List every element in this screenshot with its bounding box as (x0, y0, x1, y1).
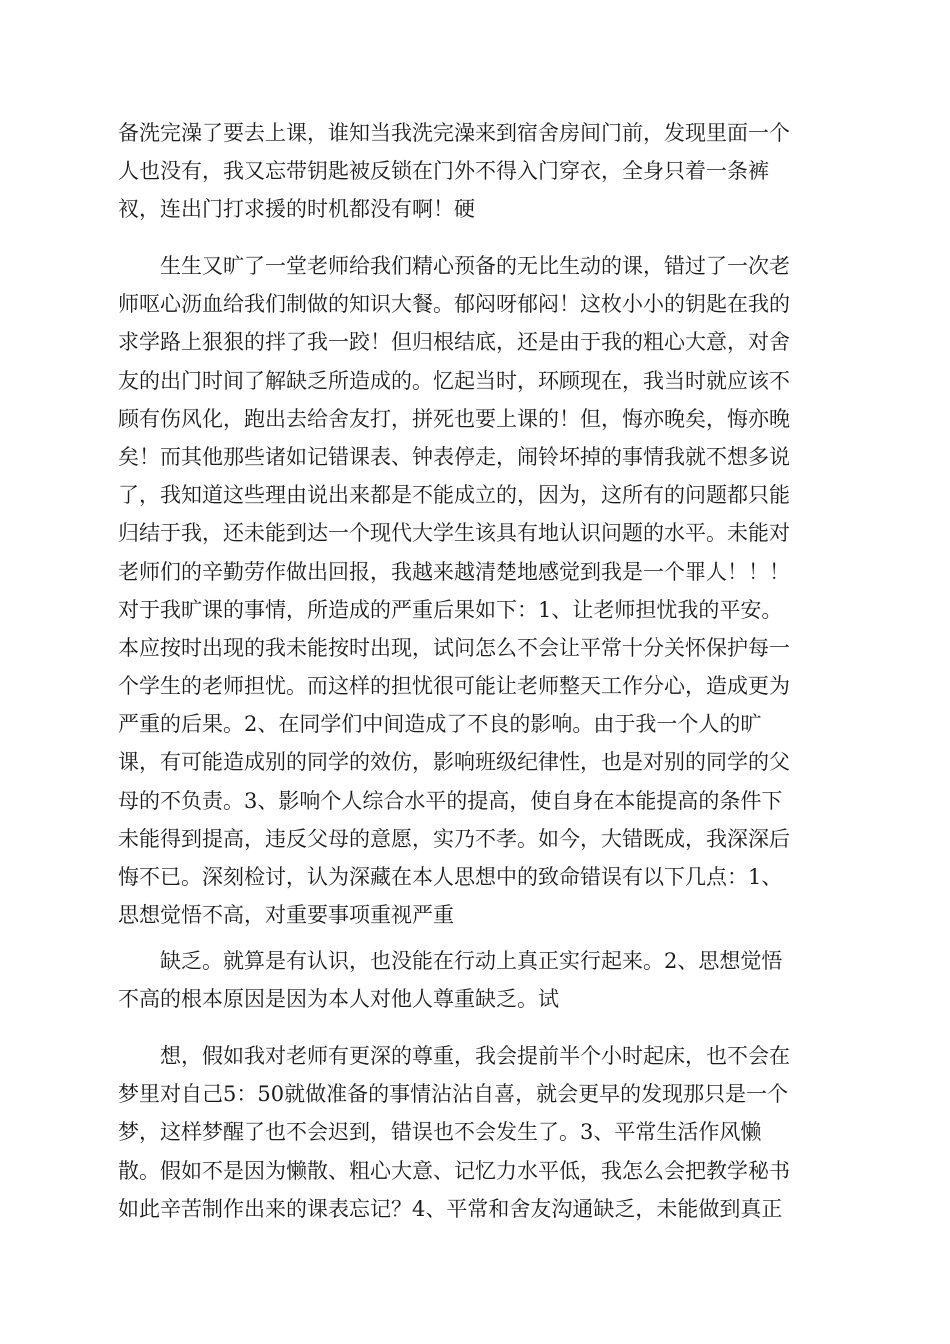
text-line: 思想觉悟不高，对重要事项重视严重 (118, 903, 454, 928)
paragraph-2 (118, 247, 838, 934)
text-line: 对于我旷课的事情，所造成的严重后果如下：1、让老师担忧我的平安。 (118, 597, 783, 622)
text-line: 生生又旷了一堂老师给我们精心预备的无比生动的课，错过了一次老 (160, 254, 790, 278)
text-line: 师呕心沥血给我们制做的知识大餐。郁闷呀郁闷！这枚小小的钥匙在我的 (118, 292, 790, 317)
text-line: 归结于我，还未能到达一个现代大学生该具有地认识问题的水平。未能对 (118, 521, 790, 546)
text-line: 顾有伤风化，跑出去给舍友打，拼死也要上课的！但，悔亦晚矣，悔亦晚 (118, 406, 790, 431)
text-line: 衩，连出门打求援的时机都没有啊！硬 (118, 197, 475, 222)
text-line: 未能得到提高，违反父母的意愿，实乃不孝。如今，大错既成，我深深后 (118, 826, 790, 851)
text-line: 想，假如我对老师有更深的尊重，我会提前半个小时起床，也不会在 (160, 1044, 790, 1068)
text-line: 矣！而其他那些诸如记错课表、钟表停走，闹铃坏掉的事情我就不想多说 (118, 444, 790, 469)
text-line: 友的出门时间了解缺乏所造成的。忆起当时，环顾现在，我当时就应该不 (118, 368, 790, 393)
text-line: 不高的根本原因是因为本人对他人尊重缺乏。试 (118, 987, 559, 1012)
text-line: 了，我知道这些理由说出来都是不能成立的，因为，这所有的问题都只能 (118, 483, 790, 508)
text-line: 本应按时出现的我未能按时出现，试问怎么不会让平常十分关怀保护每一 (118, 635, 790, 660)
paragraph-3 (118, 942, 838, 1018)
text-line: 散。假如不是因为懒散、粗心大意、记忆力水平低，我怎么会把教学秘书 (118, 1158, 790, 1183)
text-line: 求学路上狠狠的拌了我一跤！但归根结底，还是由于我的粗心大意，对舍 (118, 330, 790, 355)
text-line: 严重的后果。2、在同学们中间造成了不良的影响。由于我一个人的旷 (118, 712, 762, 737)
text-line: 人也没有，我又忘带钥匙被反锁在门外不得入门穿衣，全身只着一条裤 (118, 159, 769, 184)
text-line: 老师们的辛勤劳作做出回报，我越来越清楚地感觉到我是一个罪人！！！ (118, 559, 790, 584)
paragraph-1 (118, 114, 838, 229)
text-line: 课，有可能造成别的同学的效仿，影响班级纪律性，也是对别的同学的父 (118, 750, 790, 775)
text-line: 备洗完澡了要去上课，谁知当我洗完澡来到宿舍房间门前，发现里面一个 (118, 121, 790, 145)
paragraph-4 (118, 1037, 838, 1228)
text-line: 梦里对自己5：50就做准备的事情沾沾自喜，就会更早的发现那只是一个 (118, 1082, 789, 1107)
text-line: 悔不已。深刻检讨，认为深藏在本人思想中的致命错误有以下几点：1、 (118, 865, 783, 889)
text-line: 缺乏。就算是有认识，也没能在行动上真正实行起来。2、思想觉悟 (160, 949, 783, 973)
text-line: 梦，这样梦醒了也不会迟到，错误也不会发生了。3、平常生活作风懒 (118, 1120, 762, 1145)
text-line: 如此辛苦制作出来的课表忘记？4、平常和舍友沟通缺乏，未能做到真正 (118, 1196, 783, 1221)
text-line: 个学生的老师担忧。而这样的担忧很可能让老师整天工作分心，造成更为 (118, 674, 790, 699)
text-line: 母的不负责。3、影响个人综合水平的提高，使自身在本能提高的条件下 (118, 788, 783, 813)
